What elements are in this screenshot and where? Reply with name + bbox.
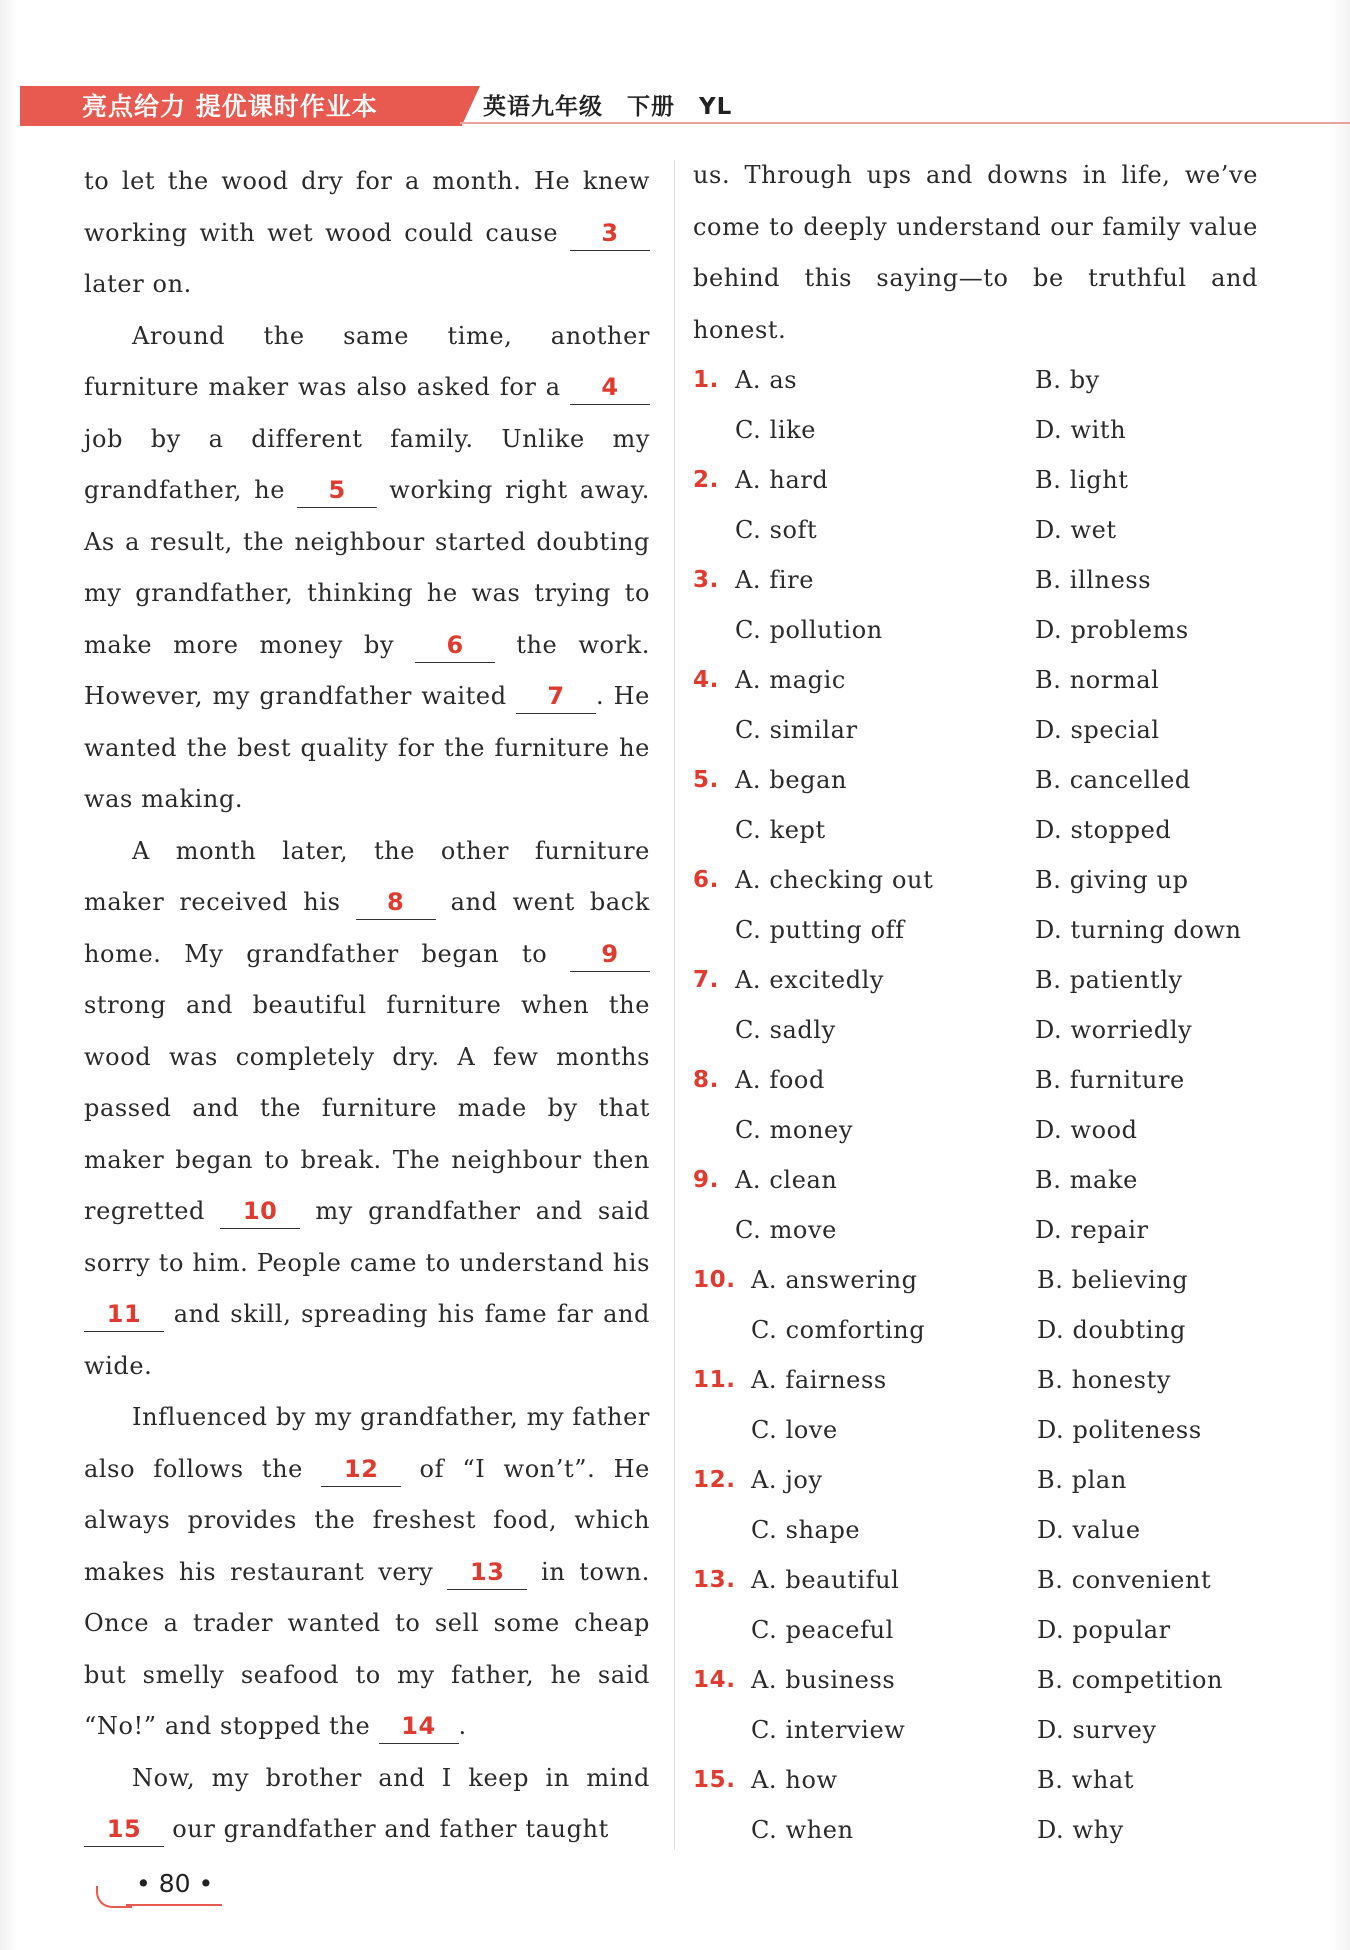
passage-text: Now, my brother and I keep in mind (132, 1763, 650, 1792)
option-c[interactable]: C. peaceful (751, 1616, 894, 1644)
question-row (693, 655, 1273, 705)
question-row (693, 1205, 1273, 1255)
question-number: 8. (693, 1067, 719, 1093)
passage-paragraph-1 (84, 156, 650, 311)
option-c[interactable]: C. soft (735, 516, 818, 544)
blank-number: 14 (401, 1712, 436, 1740)
option-d[interactable]: D. value (1037, 1516, 1141, 1544)
question-row (693, 1305, 1273, 1355)
blank-number: 12 (343, 1454, 379, 1483)
option-b[interactable]: B. light (1035, 466, 1129, 494)
option-b[interactable]: B. convenient (1037, 1566, 1212, 1594)
blank-9 (570, 939, 650, 972)
option-a[interactable]: A. joy (751, 1466, 823, 1494)
question-number: 4. (693, 667, 719, 693)
question-row (693, 405, 1273, 455)
blank-number: 4 (601, 373, 619, 401)
question-number: 7. (693, 967, 719, 993)
question-number: 3. (693, 567, 719, 593)
option-a[interactable]: A. beautiful (751, 1566, 900, 1594)
passage-text: in town. Once a trader wanted to sell some cheap but smelly seafood to my father, he said “No!” and stopped the (84, 1557, 650, 1740)
blank-11 (84, 1299, 164, 1332)
option-c[interactable]: C. when (751, 1816, 854, 1844)
option-d[interactable]: D. turning down (1035, 916, 1242, 944)
header-subject: 英语九年级 下册 YL (483, 94, 733, 120)
option-d[interactable]: D. with (1035, 416, 1127, 444)
option-c[interactable]: C. putting off (735, 916, 905, 944)
question-row (693, 705, 1273, 755)
page-number (96, 1866, 226, 1910)
passage-continuation: us. Through ups and downs in life, we’ve come to deeply understand our family value behind this saying—to be truthful and honest. (693, 161, 1258, 344)
page-number-underline (126, 1904, 222, 1906)
question-row (693, 805, 1273, 855)
column-divider (674, 160, 675, 1850)
blank-4 (570, 372, 650, 405)
passage-text: and went back home. My grandfather began to (84, 888, 650, 968)
option-b[interactable]: B. what (1037, 1766, 1135, 1794)
blank-number: 13 (469, 1557, 505, 1586)
blank-15 (84, 1814, 164, 1847)
blank-6 (415, 630, 495, 663)
page-header (20, 86, 1340, 130)
question-row (693, 355, 1273, 405)
option-c[interactable]: C. like (735, 416, 817, 444)
question-row (693, 1055, 1273, 1105)
option-a[interactable]: A. excitedly (735, 966, 885, 994)
option-d[interactable]: D. stopped (1035, 816, 1172, 844)
passage-text: of “I won’t”. He always provides the freshest food, which makes his restaurant very (84, 1454, 650, 1586)
option-c[interactable]: C. move (735, 1216, 837, 1244)
blank-number: 9 (601, 939, 619, 968)
option-c[interactable]: C. love (751, 1416, 838, 1444)
blank-13 (447, 1557, 527, 1590)
blank-10 (220, 1196, 300, 1229)
option-c[interactable]: C. money (735, 1116, 853, 1144)
blank-number: 8 (386, 888, 405, 916)
passage-text: job by a different family. Unlike my grandfather, he (84, 424, 650, 504)
blank-14 (379, 1711, 459, 1744)
blank-12 (321, 1454, 401, 1487)
option-b[interactable]: B. believing (1037, 1266, 1189, 1294)
blank-number: 11 (106, 1300, 142, 1328)
option-b[interactable]: B. make (1035, 1166, 1138, 1194)
passage-text: my grandfather and said sorry to him. People came to understand his (84, 1197, 650, 1277)
blank-number: 3 (601, 218, 619, 247)
option-c[interactable]: C. similar (735, 716, 858, 744)
passage-left-column (84, 156, 650, 1856)
option-b[interactable]: B. honesty (1037, 1366, 1171, 1394)
blank-8 (356, 887, 436, 920)
option-d[interactable]: D. problems (1035, 616, 1189, 644)
question-number: 13. (693, 1567, 736, 1593)
passage-text: the work. However, my grandfather waited (84, 630, 650, 710)
question-row (693, 1755, 1273, 1805)
header-brand: 亮点给力 提优课时作业本 (82, 92, 378, 121)
question-row (693, 1705, 1273, 1755)
option-b[interactable]: B. by (1035, 366, 1100, 394)
option-a[interactable]: A. magic (735, 666, 846, 694)
passage-paragraph-5 (84, 1753, 650, 1856)
question-number: 15. (693, 1767, 736, 1793)
passage-text: Around the same time, another furniture maker was also asked for a (84, 321, 650, 401)
question-row (693, 1355, 1273, 1405)
question-number: 1. (693, 367, 719, 393)
passage-text: . He wanted the best quality for the furniture he was making. (84, 682, 650, 813)
question-row (693, 1105, 1273, 1155)
passage-paragraph-2 (84, 311, 650, 826)
option-a[interactable]: A. fairness (751, 1366, 887, 1394)
question-row (693, 1805, 1273, 1855)
question-number: 14. (693, 1667, 736, 1693)
option-d[interactable]: D. repair (1035, 1216, 1149, 1244)
passage-text: later on. (84, 270, 192, 298)
passage-paragraph-3 (84, 826, 650, 1393)
passage-text: . (458, 1712, 467, 1740)
answer-options (693, 355, 1273, 1855)
option-b[interactable]: B. plan (1037, 1466, 1127, 1494)
question-row (693, 1605, 1273, 1655)
question-row (693, 1155, 1273, 1205)
question-row (693, 955, 1273, 1005)
option-c[interactable]: C. interview (751, 1716, 906, 1744)
question-row (693, 555, 1273, 605)
option-c[interactable]: C. comforting (751, 1316, 926, 1344)
option-a[interactable]: A. checking out (735, 866, 934, 894)
option-d[interactable]: D. popular (1037, 1616, 1171, 1644)
question-row (693, 905, 1273, 955)
question-row (693, 855, 1273, 905)
option-b[interactable]: B. competition (1037, 1666, 1224, 1694)
option-d[interactable]: D. politeness (1037, 1416, 1202, 1444)
blank-7 (516, 681, 596, 714)
question-row (693, 1655, 1273, 1705)
option-a[interactable]: A. as (735, 366, 798, 394)
passage-text: Influenced by my grandfather, my father also follows the (84, 1403, 650, 1483)
question-row (693, 1555, 1273, 1605)
option-c[interactable]: C. pollution (735, 616, 883, 644)
blank-number: 15 (106, 1815, 142, 1843)
question-row (693, 1005, 1273, 1055)
passage-text: to let the wood dry for a month. He knew working with wet wood could cause (84, 167, 650, 247)
blank-3 (570, 218, 650, 251)
option-d[interactable]: D. why (1037, 1816, 1124, 1844)
option-a[interactable]: A. food (735, 1066, 825, 1094)
question-number: 6. (693, 867, 719, 893)
question-number: 5. (693, 767, 719, 793)
option-a[interactable]: A. clean (735, 1166, 838, 1194)
page-number-text: • 80 • (136, 1869, 214, 1898)
option-c[interactable]: C. sadly (735, 1016, 836, 1044)
option-b[interactable]: B. normal (1035, 666, 1160, 694)
option-d[interactable]: D. special (1035, 716, 1160, 744)
passage-text: working right away. As a result, the neighbour started doubting my grandfather, thinking he was trying to make more money by (84, 476, 650, 659)
blank-number: 7 (547, 682, 565, 710)
question-row (693, 1405, 1273, 1455)
passage-text: our grandfather and father taught (164, 1815, 609, 1843)
option-b[interactable]: B. giving up (1035, 866, 1189, 894)
question-number: 12. (693, 1467, 736, 1493)
option-a[interactable]: A. business (751, 1666, 896, 1694)
passage-text: strong and beautiful furniture when the wood was completely dry. A few months passed and the furniture made by that maker began to break. The neighbour then regretted (84, 991, 650, 1225)
passage-text: and skill, spreading his fame far and wide. (84, 1300, 650, 1380)
question-number: 10. (693, 1267, 736, 1293)
question-row (693, 455, 1273, 505)
question-row (693, 1455, 1273, 1505)
blank-number: 5 (328, 476, 346, 504)
option-a[interactable]: A. hard (735, 466, 829, 494)
option-b[interactable]: B. cancelled (1035, 766, 1191, 794)
option-d[interactable]: D. survey (1037, 1716, 1157, 1744)
question-row (693, 1505, 1273, 1555)
blank-number: 10 (242, 1197, 278, 1225)
option-b[interactable]: B. illness (1035, 566, 1152, 594)
option-d[interactable]: D. wood (1035, 1116, 1138, 1144)
option-a[interactable]: A. how (751, 1766, 838, 1794)
option-a[interactable]: A. fire (735, 566, 815, 594)
question-number: 11. (693, 1367, 736, 1393)
question-row (693, 505, 1273, 555)
blank-number: 6 (446, 630, 464, 659)
passage-text: A month later, the other furniture maker received his (84, 836, 650, 916)
option-b[interactable]: B. furniture (1035, 1066, 1185, 1094)
option-a[interactable]: A. answering (751, 1266, 918, 1294)
question-row (693, 755, 1273, 805)
option-c[interactable]: C. kept (735, 816, 826, 844)
option-d[interactable]: D. doubting (1037, 1316, 1187, 1344)
question-row (693, 1255, 1273, 1305)
option-b[interactable]: B. patiently (1035, 966, 1183, 994)
option-a[interactable]: A. began (735, 766, 848, 794)
question-number: 2. (693, 467, 719, 493)
question-number: 9. (693, 1167, 719, 1193)
blank-5 (297, 475, 377, 508)
question-row (693, 605, 1273, 655)
option-c[interactable]: C. shape (751, 1516, 861, 1544)
passage-paragraph-4 (84, 1392, 650, 1753)
option-d[interactable]: D. worriedly (1035, 1016, 1193, 1044)
header-rule (460, 122, 1350, 124)
option-d[interactable]: D. wet (1035, 516, 1117, 544)
